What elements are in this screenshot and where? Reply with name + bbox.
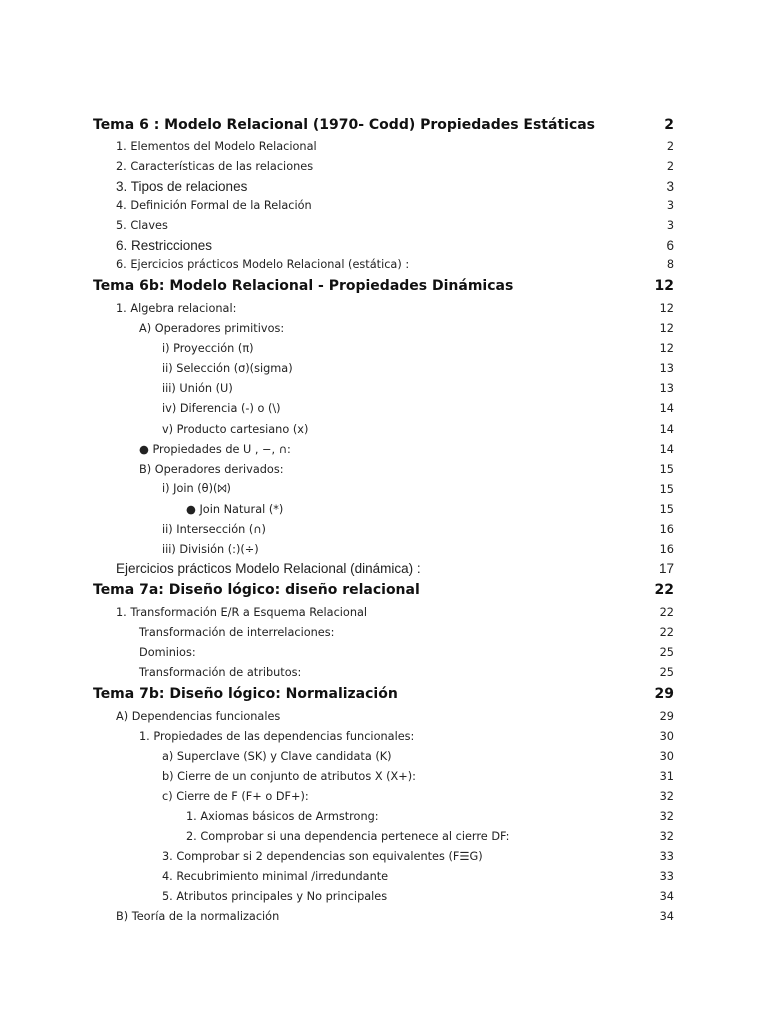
toc-label: 5. Claves bbox=[116, 218, 168, 232]
toc-page-number: 8 bbox=[666, 257, 674, 271]
toc-heading-tema-6[interactable] bbox=[0, 115, 768, 135]
toc-label: 4. Definición Formal de la Relación bbox=[116, 198, 312, 212]
toc-page-number: 32 bbox=[659, 789, 674, 803]
toc-heading-tema-7a[interactable] bbox=[0, 580, 768, 600]
toc-page-number: 2 bbox=[666, 139, 674, 153]
toc-entry[interactable] bbox=[0, 786, 768, 806]
toc-page-number: 25 bbox=[659, 645, 674, 659]
toc-page-number: 3 bbox=[666, 198, 674, 212]
toc-entry[interactable] bbox=[0, 254, 768, 274]
toc-page-number: 2 bbox=[664, 117, 674, 133]
toc-entry[interactable] bbox=[0, 622, 768, 642]
toc-label: 1. Elementos del Modelo Relacional bbox=[116, 139, 317, 153]
toc-label: 2. Comprobar si una dependencia pertenece al cierre DF: bbox=[186, 829, 510, 843]
toc-label: 4. Recubrimiento minimal /irredundante bbox=[162, 869, 389, 883]
toc-label: v) Producto cartesiano (x) bbox=[162, 422, 309, 436]
toc-label: ● Join Natural (*) bbox=[186, 502, 284, 516]
toc-entry[interactable] bbox=[0, 479, 768, 499]
toc-page-number: 30 bbox=[659, 749, 674, 763]
toc-label: Transformación de atributos: bbox=[139, 665, 302, 679]
toc-page-number: 14 bbox=[659, 401, 674, 415]
toc-entry[interactable] bbox=[0, 136, 768, 156]
toc-page-number: 13 bbox=[659, 381, 674, 395]
toc-entry[interactable] bbox=[0, 195, 768, 215]
toc-entry[interactable] bbox=[0, 539, 768, 559]
toc-label: Ejercicios prácticos Modelo Relacional (dinámica) : bbox=[116, 560, 421, 576]
toc-page-number: 14 bbox=[659, 442, 674, 456]
toc-label: 1. Transformación E/R a Esquema Relacional bbox=[116, 605, 368, 619]
toc-page-number: 14 bbox=[659, 422, 674, 436]
toc-page-number: 3 bbox=[666, 178, 674, 194]
toc-entry[interactable] bbox=[0, 906, 768, 926]
toc-entry[interactable] bbox=[0, 806, 768, 826]
toc-label: ● Propiedades de U , −, ∩: bbox=[139, 442, 291, 456]
toc-label: B) Teoría de la normalización bbox=[116, 909, 280, 923]
toc-page-number: 12 bbox=[654, 278, 674, 294]
toc-entry[interactable] bbox=[0, 156, 768, 176]
toc-label: 1. Propiedades de las dependencias funcionales: bbox=[139, 729, 415, 743]
toc-entry[interactable] bbox=[0, 398, 768, 418]
toc-label: i) Proyección (π) bbox=[162, 341, 254, 355]
toc-label: iii) División (:)(÷) bbox=[162, 542, 259, 556]
toc-label: 1. Algebra relacional: bbox=[116, 301, 237, 315]
toc-page-number: 33 bbox=[659, 869, 674, 883]
toc-entry[interactable] bbox=[0, 642, 768, 662]
toc-entry[interactable] bbox=[0, 318, 768, 338]
toc-label: 3. Comprobar si 2 dependencias son equivalentes (F☰G) bbox=[162, 849, 483, 863]
toc-page-number: 12 bbox=[659, 321, 674, 335]
toc-label: ii) Intersección (∩) bbox=[162, 522, 266, 536]
toc-page-number: 15 bbox=[659, 462, 674, 476]
toc-label: 3. Tipos de relaciones bbox=[116, 178, 248, 194]
toc-page-number: 16 bbox=[659, 522, 674, 536]
toc-page-number: 29 bbox=[654, 686, 674, 702]
toc-entry[interactable] bbox=[0, 602, 768, 622]
toc-page-number: 31 bbox=[659, 769, 674, 783]
toc-page-number: 25 bbox=[659, 665, 674, 679]
toc-entry[interactable] bbox=[0, 459, 768, 479]
toc-entry[interactable] bbox=[0, 419, 768, 439]
toc-label: Dominios: bbox=[139, 645, 196, 659]
toc-label: 5. Atributos principales y No principales bbox=[162, 889, 388, 903]
toc-page-number: 15 bbox=[659, 482, 674, 496]
toc-label: Transformación de interrelaciones: bbox=[139, 625, 335, 639]
toc-heading-tema-6b[interactable] bbox=[0, 276, 768, 296]
toc-page-number: 34 bbox=[659, 889, 674, 903]
toc-label: 1. Axiomas básicos de Armstrong: bbox=[186, 809, 379, 823]
toc-label: 6. Ejercicios prácticos Modelo Relacional (estática) : bbox=[116, 257, 410, 271]
toc-label: Tema 6 : Modelo Relacional (1970- Codd) Propiedades Estáticas bbox=[93, 117, 596, 133]
toc-entry[interactable] bbox=[0, 886, 768, 906]
toc-label: iv) Diferencia (-) o (\) bbox=[162, 401, 281, 415]
toc-label: 6. Restricciones bbox=[116, 237, 213, 253]
toc-entry[interactable] bbox=[0, 662, 768, 682]
toc-page-number: 3 bbox=[666, 218, 674, 232]
toc-page-number: 6 bbox=[666, 237, 674, 253]
toc-entry[interactable] bbox=[0, 439, 768, 459]
toc-entry[interactable] bbox=[0, 766, 768, 786]
toc-label: iii) Unión (U) bbox=[162, 381, 233, 395]
toc-page-number: 32 bbox=[659, 829, 674, 843]
toc-entry[interactable] bbox=[0, 846, 768, 866]
toc-label: i) Join (θ)(⨝) bbox=[162, 482, 231, 495]
toc-entry[interactable] bbox=[0, 726, 768, 746]
toc-page-number: 22 bbox=[654, 582, 674, 598]
toc-label: A) Operadores primitivos: bbox=[139, 321, 285, 335]
toc-page-number: 17 bbox=[658, 560, 674, 576]
toc-page-number: 12 bbox=[659, 341, 674, 355]
toc-page-number: 15 bbox=[659, 502, 674, 516]
toc-page-number: 32 bbox=[659, 809, 674, 823]
toc-entry[interactable] bbox=[0, 378, 768, 398]
toc-page-number: 29 bbox=[659, 709, 674, 723]
toc-entry[interactable] bbox=[0, 826, 768, 846]
toc-label: Tema 7b: Diseño lógico: Normalización bbox=[93, 686, 398, 702]
toc-entry[interactable] bbox=[0, 358, 768, 378]
toc-entry[interactable] bbox=[0, 519, 768, 539]
toc-entry[interactable] bbox=[0, 298, 768, 318]
toc-entry[interactable] bbox=[0, 866, 768, 886]
toc-page-number: 33 bbox=[659, 849, 674, 863]
toc-entry[interactable] bbox=[0, 499, 768, 519]
toc-entry[interactable] bbox=[0, 338, 768, 358]
toc-label: Tema 6b: Modelo Relacional - Propiedades Dinámicas bbox=[93, 278, 514, 294]
toc-page-number: 16 bbox=[659, 542, 674, 556]
toc-entry[interactable] bbox=[0, 558, 768, 578]
toc-label: ii) Selección (σ)(sigma) bbox=[162, 361, 293, 375]
toc-entry[interactable] bbox=[0, 706, 768, 726]
toc-entry[interactable] bbox=[0, 176, 768, 196]
toc-entry[interactable] bbox=[0, 235, 768, 255]
toc-label: c) Cierre de F (F+ o DF+): bbox=[162, 789, 309, 803]
toc-label: B) Operadores derivados: bbox=[139, 462, 284, 476]
toc-entry[interactable] bbox=[0, 746, 768, 766]
toc-label: A) Dependencias funcionales bbox=[116, 709, 281, 723]
toc-page-number: 22 bbox=[659, 605, 674, 619]
toc-label: 2. Características de las relaciones bbox=[116, 159, 314, 173]
toc-page-number: 30 bbox=[659, 729, 674, 743]
toc-entry[interactable] bbox=[0, 215, 768, 235]
toc-page-number: 2 bbox=[666, 159, 674, 173]
toc-page-number: 22 bbox=[659, 625, 674, 639]
toc-page-number: 12 bbox=[659, 301, 674, 315]
toc-label: b) Cierre de un conjunto de atributos X (X+): bbox=[162, 769, 416, 783]
toc-page-number: 13 bbox=[659, 361, 674, 375]
toc-label: a) Superclave (SK) y Clave candidata (K) bbox=[162, 749, 392, 763]
toc-heading-tema-7b[interactable] bbox=[0, 684, 768, 704]
toc-label: Tema 7a: Diseño lógico: diseño relacional bbox=[93, 582, 420, 598]
toc-page-number: 34 bbox=[659, 909, 674, 923]
